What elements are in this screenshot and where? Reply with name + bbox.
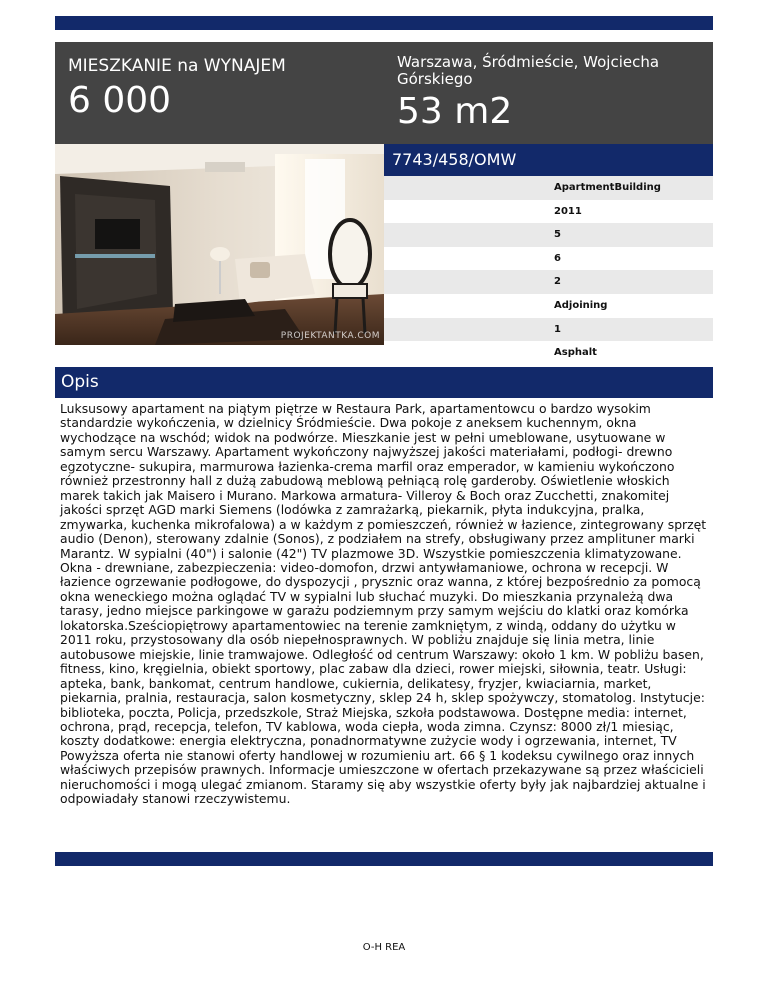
attr-rooms: 2	[384, 270, 713, 294]
address: Warszawa, Śródmieście, Wojciecha Górskiego	[397, 53, 660, 88]
footer-agency: O-H REA	[362, 942, 406, 953]
header-right	[397, 54, 697, 132]
header-left	[68, 56, 378, 122]
area: 53 m2	[397, 91, 513, 132]
listing-header	[55, 42, 713, 144]
section-heading-description: Opis	[55, 367, 713, 398]
apartment-photo	[55, 144, 384, 345]
attr-kitchen: Adjoining	[384, 294, 713, 318]
attr-floors-total: 6	[384, 247, 713, 271]
disclaimer: Powyższa oferta nie stanowi oferty handlowej w rozumieniu art. 66 § 1 kodeksu cywilnego oraz innych właściwych przepisów prawnych. Informacje umieszczone w ofertach przekazywane są przez właścicieli nieruchomości i mogą ulegać zmianom. Staramy się aby wszystkie oferty były jak najbardziej aktualne i odpowiadały stanowi rzeczywistemu.	[60, 747, 706, 807]
attr-building-type: ApartmentBuilding	[384, 176, 713, 200]
reference-number: 7743/458/OMW	[384, 144, 713, 176]
description-text	[60, 402, 710, 807]
attr-road: Asphalt	[384, 341, 713, 365]
bottom-accent-bar	[55, 852, 713, 866]
listing-type: MIESZKANIE na WYNAJEM	[68, 56, 286, 76]
description-body: Luksusowy apartament na piątym piętrze w Restaura Park, apartamentowcu o bardzo wysokim standardzie wykończenia, w dzielnicy Śródmieście. Dwa pokoje z aneksem kuchennym, okna wychodzące na wschód; widok na podwórze. Mieszkanie jest w pełni umeblowane, usytuowane w samym sercu Warszawy. Apartament wykończony najwyższej jakości materiałami, podłogi- drewno egzotyczne- sukupira, marmurowa łazienka-crema marfil oraz emperador, w kamieniu wykończono również przestronny hall z dużą zabudową meblową pełniącą rolę garderoby. Oświetlenie włoskich marek takich jak Maisero i Murano. Markowa armatura- Villeroy & Boch oraz Zucchetti, znakomitej jakości sprzęt AGD marki Siemens (lodówka z zamrażarką, piekarnik, płyta indukcyjna, pralka, zmywarka, kuchenka mikrofalowa) a w każdym z pomieszczeń, również w łazience, zintegrowany sprzęt audio (Denon), sterowany zdalnie (Sonos), z podziałem na strefy, obsługiwany przez amplituner marki Marantz. W sypialni (40") i salonie (42") TV plazmowe 3D. Wszystkie pomieszczenia klimatyzowane. Okna - drewniane, zabezpieczenia: video-domofon, drzwi antywłamaniowe, ochrona w recepcji. W łazience ogrzewanie podłogowe, do dyspozycji , prysznic oraz wanna, z której bezpośrednio za pomocą okna weneckiego można oglądać TV w sypialni lub słuchać muzyki. Do mieszkania przynależą dwa tarasy, jedno miejsce parkingowe w garażu podziemnym przy samym wejściu do klatki oraz komórka lokatorska.Sześciopiętrowy apartamentowiec na terenie zamkniętym, z windą, oddany do użytku w 2011 roku, przystosowany dla osób niepełnosprawnych. W pobliżu znajduje się linia metra, linie autobusowe miejskie, linie tramwajowe. Odległość od centrum Warszawy: około 1 km. W pobliżu basen, fitness, kino, kręgielnia, obiekt sportowy, plac zabaw dla dzieci, rower miejski, siłownia, teatr. Usługi: apteka, bank, bankomat, centrum handlowe, cukiernia, delikatesy, fryzjer, kwiaciarnia, market, piekarnia, pralnia, restauracja, salon kosmetyczny, sklep 24 h, sklep spożywczy, stomatolog. Instytucje: biblioteka, poczta, Policja, przedszkole, Straż Miejska, szkoła podstawowa. Dostępne media: internet, ochrona, prąd, recepcja, telefon, TV kablowa, woda ciepła, woda zimna. Czynsz: 8000 zł/1 miesiąc, koszty dodatkowe: energia elektryczna, ponadnormatywne zużycie wody i ogrzewania, internet, TV	[60, 401, 707, 749]
attr-bathrooms: 1	[384, 318, 713, 342]
attr-floor: 5	[384, 223, 713, 247]
photo-watermark: PROJEKTANTKA.COM	[280, 331, 380, 341]
top-accent-bar	[55, 16, 713, 30]
price: 6 000	[68, 80, 172, 121]
attr-build-year: 2011	[384, 200, 713, 224]
attribute-table	[384, 176, 713, 365]
